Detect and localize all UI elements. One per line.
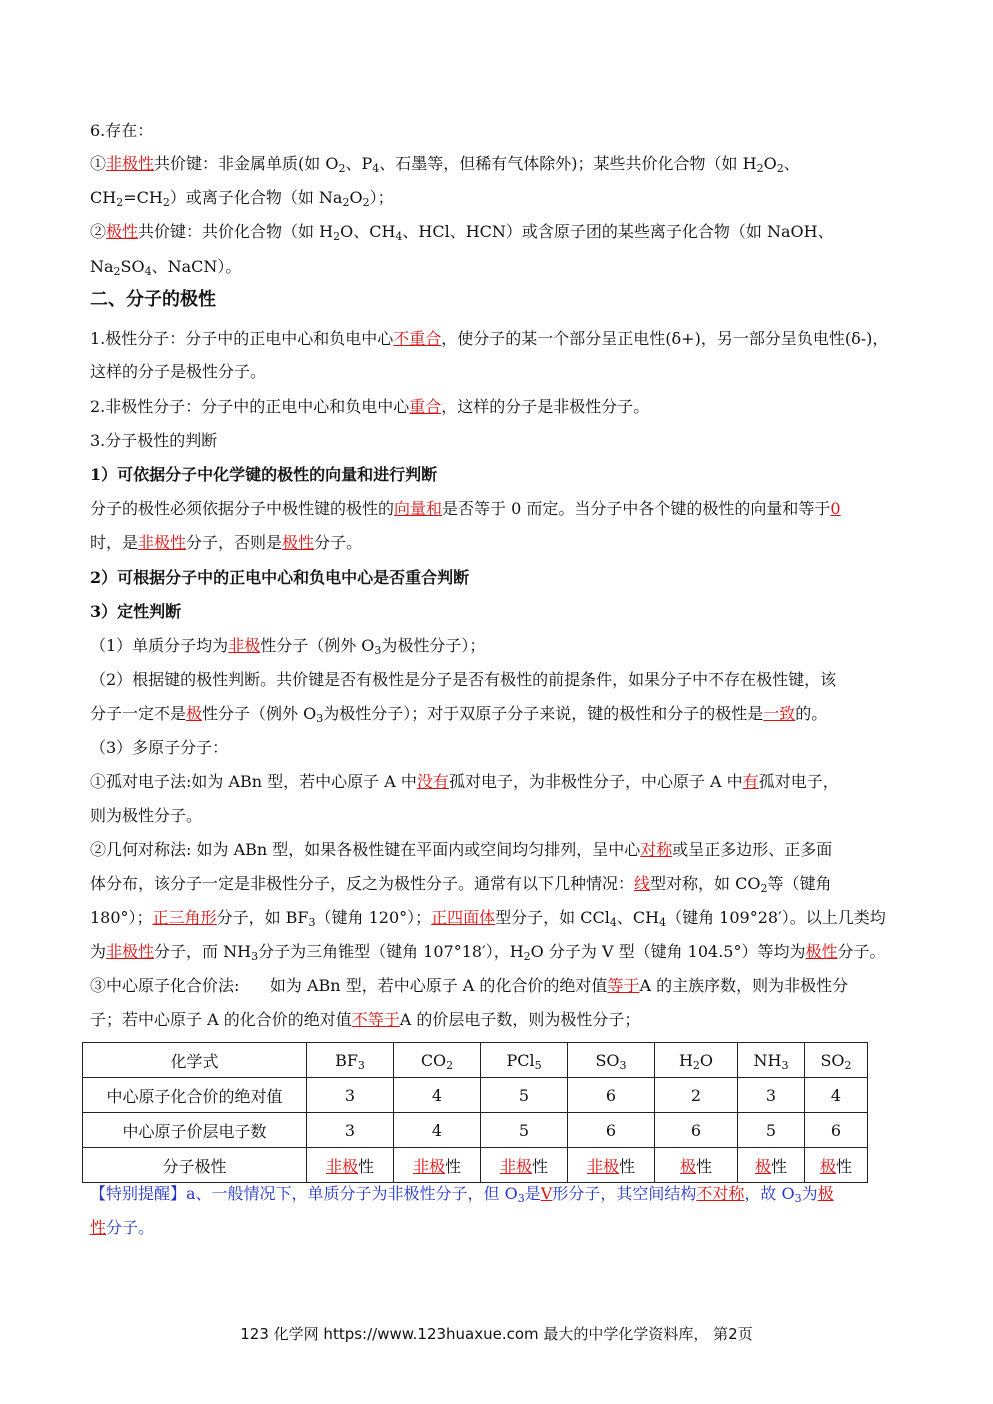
text: 性分子（例外 O (202, 704, 317, 723)
qualitative-2-line-2 (90, 703, 910, 725)
text: 体分布，该分子一定是非极性分子，反之为极性分子。通常有以下几种情况： (90, 874, 635, 893)
text: 180°）； (90, 908, 153, 927)
symmetry-method-4 (90, 941, 910, 963)
text: 分子，如 BF (216, 908, 309, 927)
qualitative-3: （3）多原子分子： (90, 738, 229, 757)
text: 分子。 (314, 533, 363, 552)
table-cell: 6 (568, 1078, 655, 1113)
table-cell: 2 (655, 1078, 738, 1113)
subscript: 3 (794, 1192, 802, 1205)
text: 分子。 (106, 1218, 155, 1237)
text: 1.极性分子：分子中的正电中心和负电中心 (90, 329, 394, 348)
text: 时，是 (90, 533, 139, 552)
vector-sum-line-2 (90, 532, 910, 554)
table-cell: 非极性 (394, 1148, 481, 1183)
text: ，使分子的某一个部分呈正电性(δ+)，另一部分呈负电性(δ-)， (441, 329, 889, 348)
table-cell: 非极性 (307, 1148, 394, 1183)
text: O (763, 154, 777, 173)
table-cell: 极性 (655, 1148, 738, 1183)
answer: 不重合 (393, 329, 442, 348)
table-row (83, 1113, 868, 1148)
text: 为 (90, 942, 107, 961)
nonpolar-bond-line-2 (90, 187, 910, 209)
table-cell: 3 (307, 1078, 394, 1113)
answer: 正三角形 (152, 908, 217, 927)
section-2-heading: 二、分子的极性 (90, 289, 216, 310)
subscript: 2 (756, 162, 764, 175)
subscript: 2 (776, 162, 784, 175)
text: SO (120, 257, 145, 276)
text: CH (90, 188, 117, 207)
text: 【特别提醒】a、一般情况下，单质分子为非极性分子，但 O (90, 1184, 518, 1203)
text: O 分子为 V 型（键角 104.5°）等均为 (530, 942, 806, 961)
subscript: 3 (374, 644, 382, 657)
answer: 0 (830, 499, 841, 518)
text: ①孤对电子法:如为 ABn 型，若中心原子 A 中 (90, 772, 417, 791)
text: 型分子，如 CCl (495, 908, 610, 927)
table-header-row (83, 1043, 868, 1078)
text: 孤对电子， (758, 772, 839, 791)
vector-sum-line-1 (90, 498, 910, 520)
subscript: 2 (113, 265, 121, 278)
answer-polar: 极性 (106, 222, 139, 241)
table-header-cell: 化学式 (83, 1043, 307, 1078)
subscript: 2 (333, 230, 341, 243)
table-cell: 中心原子价层电子数 (83, 1113, 307, 1148)
qualitative-2-line-1: （2）根据键的极性判断。共价键是否有极性是分子是否有极性的前提条件，如果分子中不存在极性键，该 (90, 670, 837, 689)
subheading-2: 2）可根据分子中的正电中心和负电中心是否重合判断 (90, 568, 470, 587)
text: O (349, 188, 363, 207)
text: ③中心原子化合价法: 如为 ABn 型，若中心原子 A 的化合价的绝对值 (90, 976, 608, 995)
subheading-3: 3）定性判断 (90, 602, 182, 621)
answer: 正四面体 (431, 908, 496, 927)
text: 为极性分子）； (381, 636, 486, 655)
text: 分子为三角锥型（键角 107°18′），H (258, 942, 524, 961)
table-cell: 6 (655, 1113, 738, 1148)
text: ）或离子化合物（如 Na (169, 188, 343, 207)
text: 2.非极性分子：分子中的正电中心和负电中心 (90, 397, 410, 416)
text: 、P (345, 154, 373, 173)
table-cell: 非极性 (568, 1148, 655, 1183)
symmetry-method-2 (90, 873, 910, 895)
table-header-cell: $NH_3$ (738, 1043, 805, 1078)
lone-pair-method-1 (90, 771, 910, 793)
page-footer: 123 化学网 https://www.123huaxue.com 最大的中学化学资料库， 第2页 (240, 1325, 753, 1343)
text: 共价键：非金属单质(如 O (154, 154, 339, 173)
subscript: 4 (372, 162, 380, 175)
table-cell: 5 (738, 1113, 805, 1148)
table-cell: 4 (394, 1113, 481, 1148)
text: 为极性分子）；对于双原子分子来说，键的极性和分子的极性是 (323, 704, 764, 723)
text: （1）单质分子均为 (90, 636, 229, 655)
text: 是 (524, 1184, 541, 1203)
answer: 非极 (228, 636, 261, 655)
subscript: 2 (338, 162, 346, 175)
table-header-cell: $SO_3$ (568, 1043, 655, 1078)
table-cell: 4 (394, 1078, 481, 1113)
answer: 极 (186, 704, 203, 723)
valence-method-1 (90, 975, 910, 997)
polar-bond-line-2 (90, 256, 910, 278)
text: ）； (369, 188, 394, 207)
table-cell: 5 (481, 1113, 568, 1148)
text: O、CH (340, 222, 396, 241)
subscript: 3 (251, 950, 259, 963)
text: 或呈正多边形、正多面 (672, 840, 833, 859)
judgement-title: 3.分子极性的判断 (90, 431, 218, 450)
text: =CH (123, 188, 163, 207)
text: 、CH (616, 908, 660, 927)
text: （键角 109°28′）。以上几类均 (666, 908, 886, 927)
answer: 不对称 (696, 1184, 745, 1203)
text: 分子，否则是 (186, 533, 283, 552)
text: 孤对电子，为非极性分子，中心原子 A 中 (448, 772, 743, 791)
subscript: 2 (362, 196, 370, 209)
text: 的。 (795, 704, 828, 723)
text: ②几何对称法: 如为 ABn 型，如果各极性键在平面内或空间均匀排列，呈中心 (90, 840, 641, 859)
table-cell: 6 (805, 1113, 868, 1148)
answer: 等于 (607, 976, 640, 995)
text: 性分子（例外 O (260, 636, 375, 655)
nonpolar-molecule-def (90, 396, 910, 418)
table-cell: 极性 (738, 1148, 805, 1183)
special-note-line-1 (90, 1183, 910, 1205)
subscript: 3 (316, 712, 324, 725)
table-cell: 3 (307, 1113, 394, 1148)
table-row (83, 1148, 868, 1183)
section-6-title: 6.存在： (90, 121, 154, 140)
text: 型对称，如 CO (650, 874, 761, 893)
answer-nonpolar: 非极性 (106, 154, 155, 173)
subscript: 2 (523, 950, 531, 963)
answer: 性 (90, 1218, 107, 1237)
subscript: 4 (144, 265, 152, 278)
text: 形分子，其空间结构 (552, 1184, 697, 1203)
text: ，故 O (744, 1184, 795, 1203)
subscript: 4 (609, 916, 617, 929)
subscript: 2 (116, 196, 124, 209)
answer: 极性 (805, 942, 838, 961)
answer: 不等于 (351, 1010, 400, 1029)
table-header-cell: $CO_2$ (394, 1043, 481, 1078)
polarity-table (82, 1042, 868, 1183)
text: 、 (783, 154, 800, 173)
text: A 的主族序数，则为非极性分 (639, 976, 849, 995)
symmetry-method-3 (90, 907, 910, 929)
text: ① (90, 154, 107, 173)
text: ② (90, 222, 107, 241)
lone-pair-method-2: 则为极性分子。 (90, 806, 203, 825)
polar-bond-line-1 (90, 221, 910, 243)
subscript: 4 (395, 230, 403, 243)
text: 分子的极性必须依据分子中极性键的极性的 (90, 499, 395, 518)
subscript: 3 (308, 916, 316, 929)
table-header-cell: $H_2O$ (655, 1043, 738, 1078)
answer: 非极性 (138, 533, 187, 552)
answer: 有 (742, 772, 759, 791)
text: 等（键角 (767, 874, 832, 893)
text: A 的价层电子数，则为极性分子； (399, 1010, 641, 1029)
text: 、石墨等，但稀有气体除外)；某些共价化合物（如 H (379, 154, 757, 173)
text: （键角 120°）； (315, 908, 432, 927)
subscript: 3 (517, 1192, 525, 1205)
table-header-cell: $BF_3$ (307, 1043, 394, 1078)
subscript: 2 (760, 882, 768, 895)
nonpolar-bond-line-1 (90, 153, 910, 175)
text: ，这样的分子是非极性分子。 (441, 397, 650, 416)
text: 是否等于 0 而定。当分子中各个键的极性的向量和等于 (442, 499, 831, 518)
table-cell: 4 (805, 1078, 868, 1113)
text: 分子，而 NH (154, 942, 252, 961)
valence-method-2 (90, 1009, 910, 1031)
text: 、NaCN）。 (151, 257, 242, 276)
text: 分子。 (837, 942, 886, 961)
answer: 对称 (640, 840, 673, 859)
text: 分子一定不是 (90, 704, 187, 723)
qualitative-1 (90, 635, 910, 657)
answer: 向量和 (394, 499, 443, 518)
table-row (83, 1078, 868, 1113)
table-cell: 3 (738, 1078, 805, 1113)
answer: 重合 (409, 397, 442, 416)
subscript: 4 (659, 916, 667, 929)
subscript: 2 (342, 196, 350, 209)
table-cell: 非极性 (481, 1148, 568, 1183)
table-cell: 6 (568, 1113, 655, 1148)
text: 子；若中心原子 A 的化合价的绝对值 (90, 1010, 352, 1029)
subscript: 2 (162, 196, 170, 209)
answer: 极 (817, 1184, 834, 1203)
special-note-line-2 (90, 1217, 910, 1239)
text: Na (90, 257, 114, 276)
table-cell: 极性 (805, 1148, 868, 1183)
table-cell: 5 (481, 1078, 568, 1113)
text: 为 (801, 1184, 818, 1203)
answer: V (540, 1184, 553, 1203)
subheading-1: 1）可依据分子中化学键的极性的向量和进行判断 (90, 465, 438, 484)
polar-molecule-def-2: 这样的分子是极性分子。 (90, 362, 267, 381)
answer: 没有 (416, 772, 449, 791)
answer: 线 (634, 874, 651, 893)
table-cell: 分子极性 (83, 1148, 307, 1183)
table-header-cell: $SO_2$ (805, 1043, 868, 1078)
answer: 非极性 (106, 942, 155, 961)
text: 共价键：共价化合物（如 H (138, 222, 334, 241)
text: 、HCl、HCN）或含原子团的某些离子化合物（如 NaOH、 (402, 222, 834, 241)
polar-molecule-def-1 (90, 328, 910, 350)
table-cell: 中心原子化合价的绝对值 (83, 1078, 307, 1113)
answer: 极性 (282, 533, 315, 552)
symmetry-method-1 (90, 839, 910, 861)
table-header-cell: PCl$_5$ (481, 1043, 568, 1078)
answer: 一致 (763, 704, 796, 723)
